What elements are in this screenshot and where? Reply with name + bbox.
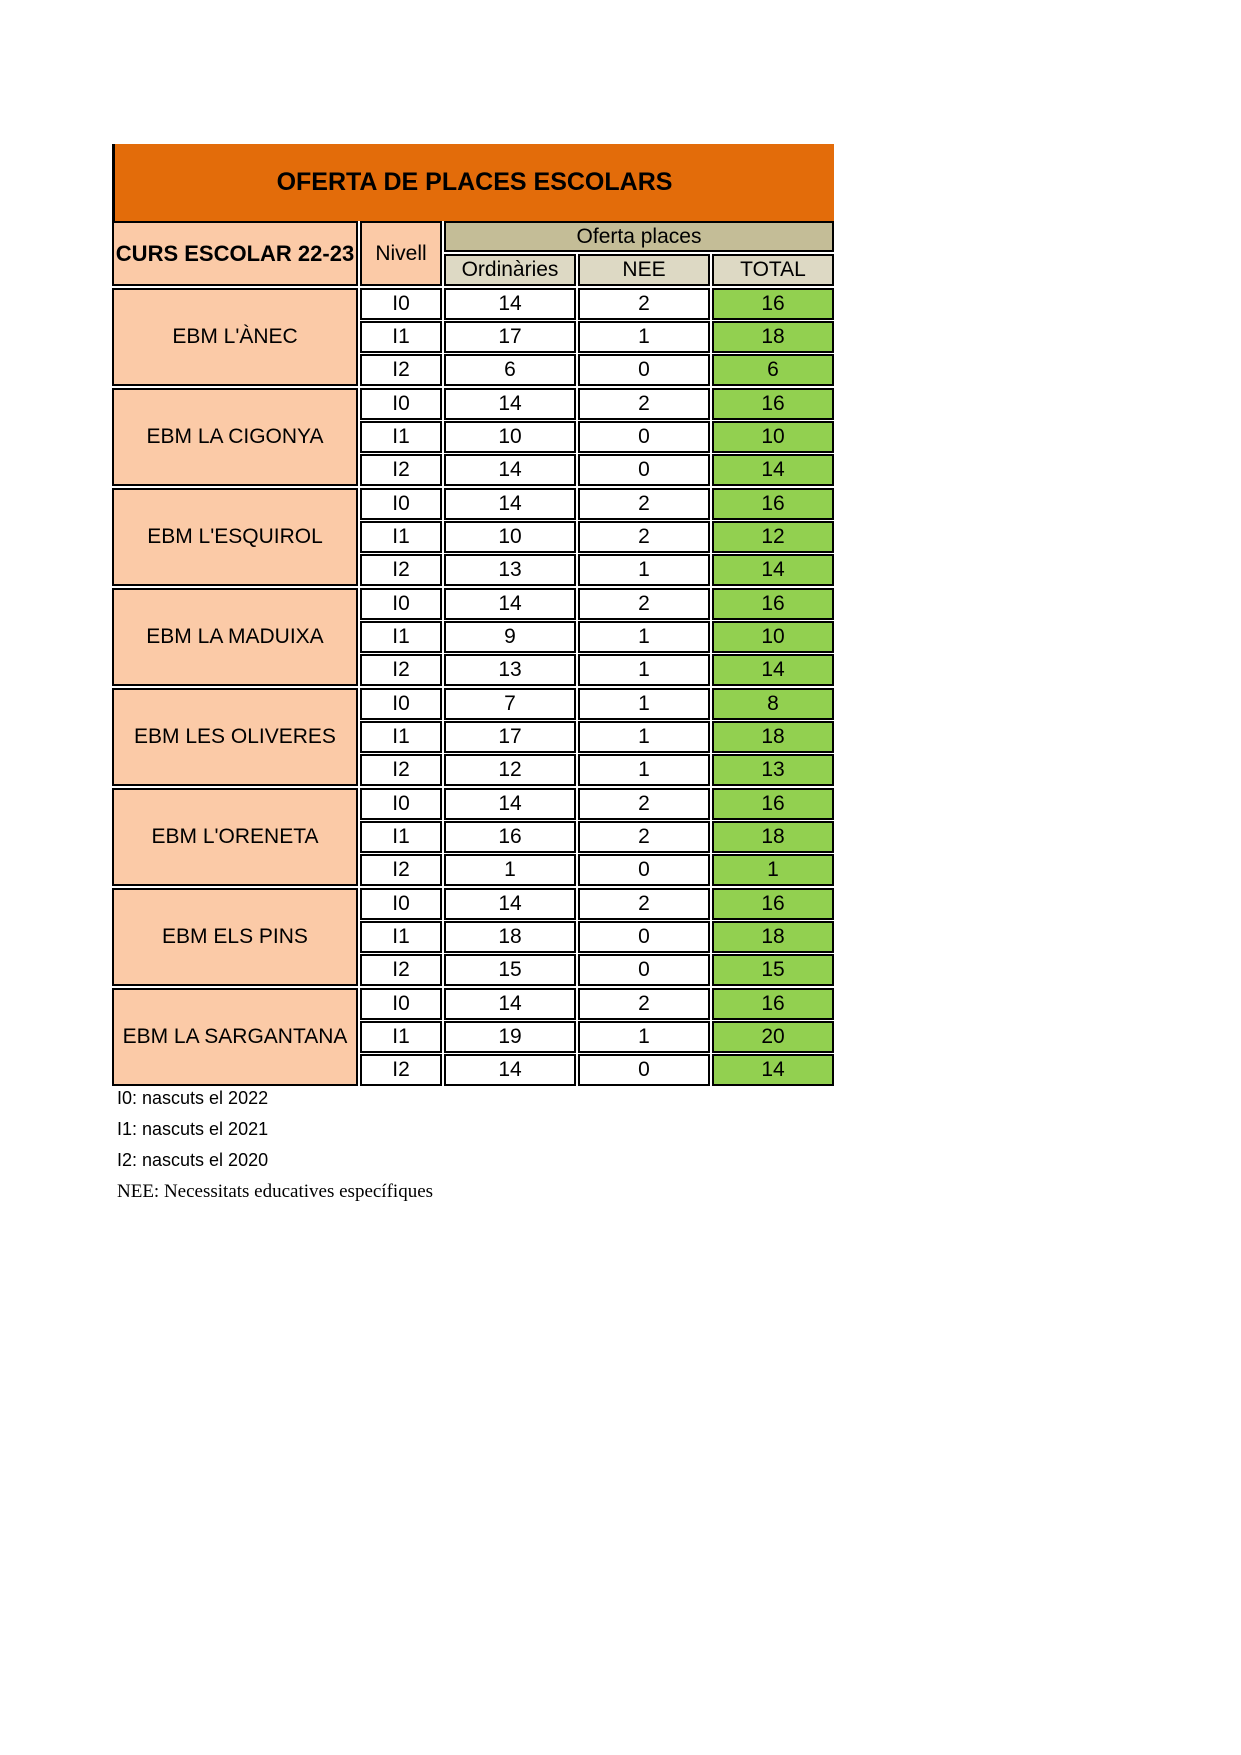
nee-cell: 2: [578, 821, 710, 853]
offer-header: Oferta places: [444, 221, 834, 252]
nee-cell: 1: [578, 621, 710, 653]
total-cell: 6: [712, 354, 834, 386]
nee-cell: 0: [578, 854, 710, 886]
total-cell: 14: [712, 454, 834, 486]
ordinary-cell: 14: [444, 1054, 576, 1086]
ordinary-cell: 14: [444, 488, 576, 520]
level-cell: I0: [360, 488, 442, 520]
level-cell: I2: [360, 454, 442, 486]
school-name: EBM ELS PINS: [112, 888, 358, 986]
level-cell: I2: [360, 1054, 442, 1086]
ordinary-cell: 19: [444, 1021, 576, 1053]
total-cell: 14: [712, 654, 834, 686]
nee-cell: 1: [578, 1021, 710, 1053]
course-header: CURS ESCOLAR 22-23: [112, 221, 358, 286]
nee-cell: 0: [578, 454, 710, 486]
nee-cell: 0: [578, 421, 710, 453]
total-cell: 15: [712, 954, 834, 986]
nee-cell: 1: [578, 321, 710, 353]
level-cell: I1: [360, 321, 442, 353]
footnote-i0: I0: nascuts el 2022: [117, 1088, 269, 1108]
total-cell: 18: [712, 321, 834, 353]
ordinary-cell: 18: [444, 921, 576, 953]
ordinary-cell: 17: [444, 321, 576, 353]
nee-cell: 1: [578, 721, 710, 753]
nee-cell: 1: [578, 754, 710, 786]
nee-cell: 0: [578, 354, 710, 386]
total-cell: 16: [712, 388, 834, 420]
level-cell: I2: [360, 354, 442, 386]
school-name: EBM LES OLIVERES: [112, 688, 358, 786]
nee-header: NEE: [578, 254, 710, 286]
school-name: EBM L'ESQUIROL: [112, 488, 358, 586]
nee-cell: 2: [578, 521, 710, 553]
ordinary-cell: 14: [444, 788, 576, 820]
ordinary-cell: 14: [444, 988, 576, 1020]
nee-cell: 2: [578, 788, 710, 820]
level-cell: I1: [360, 1021, 442, 1053]
footnote-i2: I2: nascuts el 2020: [117, 1150, 269, 1170]
ordinary-cell: 9: [444, 621, 576, 653]
school-name: EBM LA CIGONYA: [112, 388, 358, 486]
total-cell: 18: [712, 921, 834, 953]
level-cell: I0: [360, 288, 442, 320]
level-cell: I0: [360, 988, 442, 1020]
level-cell: I1: [360, 621, 442, 653]
level-cell: I2: [360, 554, 442, 586]
nee-cell: 2: [578, 488, 710, 520]
ordinary-cell: 16: [444, 821, 576, 853]
level-cell: I1: [360, 521, 442, 553]
school-name: EBM L'ORENETA: [112, 788, 358, 886]
total-cell: 16: [712, 488, 834, 520]
total-cell: 8: [712, 688, 834, 720]
total-cell: 16: [712, 288, 834, 320]
nee-cell: 2: [578, 888, 710, 920]
level-cell: I0: [360, 588, 442, 620]
ordinary-cell: 1: [444, 854, 576, 886]
ordinary-cell: 7: [444, 688, 576, 720]
level-cell: I1: [360, 721, 442, 753]
level-header: Nivell: [360, 221, 442, 286]
level-cell: I2: [360, 954, 442, 986]
nee-cell: 2: [578, 588, 710, 620]
level-cell: I0: [360, 388, 442, 420]
ordinary-cell: 14: [444, 388, 576, 420]
footnote-nee: NEE: Necessitats educatives específiques: [117, 1181, 434, 1202]
ordinary-cell: 6: [444, 354, 576, 386]
ordinary-cell: 10: [444, 521, 576, 553]
footnotes: [117, 1083, 433, 1207]
total-cell: 10: [712, 621, 834, 653]
total-header: TOTAL: [712, 254, 834, 286]
level-cell: I2: [360, 754, 442, 786]
level-cell: I2: [360, 654, 442, 686]
ordinary-cell: 10: [444, 421, 576, 453]
ordinary-cell: 12: [444, 754, 576, 786]
nee-cell: 2: [578, 288, 710, 320]
nee-cell: 2: [578, 388, 710, 420]
ordinary-cell: 13: [444, 654, 576, 686]
total-cell: 13: [712, 754, 834, 786]
total-cell: 18: [712, 821, 834, 853]
total-cell: 16: [712, 588, 834, 620]
school-name: EBM LA MADUIXA: [112, 588, 358, 686]
nee-cell: 0: [578, 1054, 710, 1086]
total-cell: 14: [712, 1054, 834, 1086]
nee-cell: 1: [578, 688, 710, 720]
school-name: EBM LA SARGANTANA: [112, 988, 358, 1086]
total-cell: 16: [712, 788, 834, 820]
total-cell: 14: [712, 554, 834, 586]
ordinary-cell: 17: [444, 721, 576, 753]
ordinary-cell: 15: [444, 954, 576, 986]
ordinary-cell: 14: [444, 454, 576, 486]
nee-cell: 0: [578, 954, 710, 986]
total-cell: 12: [712, 521, 834, 553]
ordinary-cell: 14: [444, 588, 576, 620]
level-cell: I1: [360, 921, 442, 953]
nee-cell: 2: [578, 988, 710, 1020]
level-cell: I0: [360, 688, 442, 720]
footnote-i1: I1: nascuts el 2021: [117, 1119, 269, 1139]
ordinary-header: Ordinàries: [444, 254, 576, 286]
total-cell: 10: [712, 421, 834, 453]
level-cell: I1: [360, 821, 442, 853]
school-name: EBM L'ÀNEC: [112, 288, 358, 386]
total-cell: 1: [712, 854, 834, 886]
page-title: OFERTA DE PLACES ESCOLARS: [112, 144, 834, 221]
total-cell: 16: [712, 888, 834, 920]
level-cell: I1: [360, 421, 442, 453]
nee-cell: 0: [578, 921, 710, 953]
ordinary-cell: 14: [444, 288, 576, 320]
nee-cell: 1: [578, 554, 710, 586]
level-cell: I2: [360, 854, 442, 886]
level-cell: I0: [360, 788, 442, 820]
nee-cell: 1: [578, 654, 710, 686]
ordinary-cell: 13: [444, 554, 576, 586]
ordinary-cell: 14: [444, 888, 576, 920]
total-cell: 20: [712, 1021, 834, 1053]
level-cell: I0: [360, 888, 442, 920]
total-cell: 16: [712, 988, 834, 1020]
total-cell: 18: [712, 721, 834, 753]
